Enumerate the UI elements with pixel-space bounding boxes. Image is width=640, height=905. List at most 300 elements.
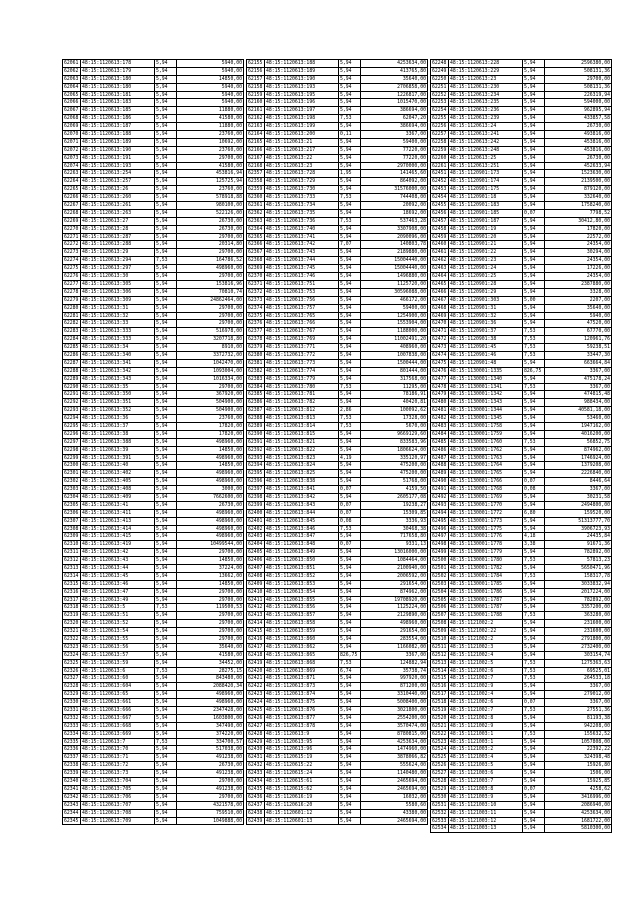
amount-value: 1093004,00 — [177, 368, 244, 375]
cadastral-number: 48:15:1120613:230 — [449, 84, 523, 91]
rate-value: 5,94 — [339, 234, 361, 241]
parcel-number: 62403 — [247, 533, 265, 540]
rate-value: 5,94 — [155, 115, 177, 122]
amount-value: 291654,00 — [361, 628, 428, 635]
parcel-number: 62506 — [431, 604, 449, 611]
amount-value: 1015470,00 — [361, 99, 428, 106]
rate-value: 5,94 — [155, 178, 177, 185]
cadastral-number: 48:15:1120613:845 — [265, 518, 339, 525]
parcel-number: 62417 — [247, 644, 265, 651]
parcel-number: 62432 — [247, 762, 265, 769]
cadastral-number: 48:15:1120613:813 — [265, 415, 339, 422]
cadastral-number: 48:15:1120613:229 — [449, 68, 523, 75]
parcel-number: 62292 — [63, 399, 81, 406]
table-row — [247, 652, 428, 660]
rate-value: 5,94 — [523, 628, 545, 635]
amount-value: 35640,00 — [177, 644, 244, 651]
table-row — [63, 652, 244, 660]
rate-value: 5,94 — [523, 313, 545, 320]
cadastral-number: 48:15:1120613:661 — [81, 699, 155, 706]
table-row — [63, 84, 244, 92]
table-row — [247, 462, 428, 470]
table-row — [247, 786, 428, 794]
rate-value: 5,94 — [523, 376, 545, 383]
parcel-number: 62168 — [247, 163, 265, 170]
cadastral-number: 48:15:1120613:21 — [265, 139, 339, 146]
rate-value: 5,94 — [339, 123, 361, 130]
table-row — [247, 620, 428, 628]
amount-value: 3367,00 — [545, 683, 612, 690]
table-row — [247, 683, 428, 691]
amount-value: 317568,00 — [361, 376, 428, 383]
table-row — [431, 328, 612, 336]
amount-value: 11880,00 — [177, 107, 244, 114]
parcel-number: 62418 — [247, 652, 265, 659]
rate-value: 5,94 — [155, 107, 177, 114]
parcel-number: 62531 — [431, 802, 449, 809]
rate-value: 5,94 — [523, 265, 545, 272]
cadastral-number: 48:15:1121002:8 — [449, 715, 523, 722]
amount-value: 226319,94 — [545, 92, 612, 99]
parcel-number: 62466 — [431, 289, 449, 296]
cadastral-number: 48:15:1120613:22 — [265, 155, 339, 162]
parcel-number: 62379 — [247, 344, 265, 351]
amount-value: 20092,00 — [361, 202, 428, 209]
rate-value: 5,94 — [523, 644, 545, 651]
rate-value: 5,94 — [339, 439, 361, 446]
rate-value: 5,94 — [523, 723, 545, 730]
parcel-number: 62518 — [431, 699, 449, 706]
rate-value: 5,94 — [339, 431, 361, 438]
rate-value: 5,94 — [339, 376, 361, 383]
cadastral-number: 48:15:1120613:248 — [449, 147, 523, 154]
amount-value: 2554200,00 — [361, 715, 428, 722]
cadastral-number: 48:15:1120613:190 — [265, 76, 339, 83]
rate-value: 3,38 — [523, 541, 545, 548]
amount-value: 29700,00 — [177, 597, 244, 604]
cadastral-number: 48:15:1130001:1341 — [449, 384, 523, 391]
cadastral-number: 48:15:1120613:877 — [265, 715, 339, 722]
parcel-number: 62399 — [247, 502, 265, 509]
rate-value: 5,94 — [523, 257, 545, 264]
amount-value: 8780815,00 — [361, 731, 428, 738]
amount-value: 24354,00 — [545, 257, 612, 264]
table-row — [247, 328, 428, 336]
amount-value: 141465,60 — [361, 170, 428, 177]
amount-value: 283554,00 — [361, 636, 428, 643]
parcel-number: 62331 — [63, 707, 81, 714]
rate-value: 5,94 — [523, 770, 545, 777]
table-row — [63, 123, 244, 131]
amount-value: 335120,97 — [361, 455, 428, 462]
parcel-number: 62306 — [63, 510, 81, 517]
amount-value: 29700,00 — [177, 794, 244, 801]
parcel-number: 62302 — [63, 478, 81, 485]
rate-value: 5,94 — [339, 139, 361, 146]
rate-value: 5,94 — [523, 186, 545, 193]
parcel-number: 62261 — [431, 163, 449, 170]
parcel-number: 62480 — [431, 399, 449, 406]
cadastral-number: 48:15:1130001:1764 — [449, 462, 523, 469]
table-row — [431, 565, 612, 573]
cadastral-number: 48:15:1130001:1779 — [449, 549, 523, 556]
table-row — [63, 352, 244, 360]
amount-value: 5008400,00 — [361, 699, 428, 706]
table-row — [63, 715, 244, 723]
table-row — [63, 163, 244, 171]
table-row — [431, 818, 612, 826]
rate-value: 7,53 — [523, 675, 545, 682]
amount-value: 475200,00 — [361, 462, 428, 469]
cadastral-number: 48:15:1120901:175 — [449, 186, 523, 193]
table-row — [247, 368, 428, 376]
rate-value: 5,94 — [155, 731, 177, 738]
amount-value: 47520,00 — [545, 320, 612, 327]
amount-value: 153816,96 — [177, 281, 244, 288]
parcel-number: 62317 — [63, 597, 81, 604]
parcel-number: 62472 — [431, 336, 449, 343]
table-row — [247, 818, 428, 826]
rate-value: 5,94 — [155, 786, 177, 793]
rate-value: 7,53 — [155, 604, 177, 611]
cadastral-number: 48:15:1120613:391 — [81, 455, 155, 462]
amount-value: 40581,18,00 — [545, 407, 612, 414]
rate-value: 5,94 — [155, 746, 177, 753]
table-row — [247, 76, 428, 84]
parcel-number: 62335 — [63, 739, 81, 746]
rate-value: 826,75 — [339, 652, 361, 659]
amount-value: 23760,00 — [177, 131, 244, 138]
rate-value: 5,94 — [155, 210, 177, 217]
rate-value: 5,94 — [155, 810, 177, 817]
parcel-number: 62521 — [431, 723, 449, 730]
rate-value: 5,94 — [339, 344, 361, 351]
cadastral-number: 48:15:1120613:666 — [81, 707, 155, 714]
cadastral-number: 48:15:1121002:4 — [449, 652, 523, 659]
amount-value: 2465694,00 — [361, 786, 428, 793]
rate-value: 5,94 — [339, 84, 361, 91]
amount-value: 1125720,00 — [361, 281, 428, 288]
rate-value: 0,07 — [523, 478, 545, 485]
rate-value: 5,94 — [155, 431, 177, 438]
amount-value: 10692,00 — [177, 139, 244, 146]
table-row — [247, 723, 428, 731]
rate-value: 5,94 — [339, 581, 361, 588]
rate-value: 0,08 — [339, 518, 361, 525]
parcel-number: 62312 — [63, 557, 81, 564]
cadastral-number: 48:15:1120613:405 — [81, 478, 155, 485]
parcel-number: 62315 — [63, 581, 81, 588]
cadastral-number: 48:15:1120613:822 — [265, 447, 339, 454]
amount-value: 4258,62 — [545, 786, 612, 793]
cadastral-number: 48:15:1120901:25 — [449, 273, 523, 280]
parcel-number: 62424 — [247, 699, 265, 706]
cadastral-number: 48:15:1120613:35 — [81, 384, 155, 391]
parcel-number: 62260 — [431, 155, 449, 162]
amount-value: 29700,00 — [177, 273, 244, 280]
parcel-number: 62333 — [63, 723, 81, 730]
cadastral-number: 48:15:1120613:235 — [449, 99, 523, 106]
rate-value: 5,94 — [155, 84, 177, 91]
rate-value: 5,94 — [155, 415, 177, 422]
rate-value: 5,94 — [339, 478, 361, 485]
table-row — [247, 194, 428, 202]
parcel-number: 62505 — [431, 597, 449, 604]
amount-value: 3357200,00 — [545, 604, 612, 611]
table-row — [63, 794, 244, 802]
table-row — [63, 155, 244, 163]
rate-value: 5,94 — [155, 170, 177, 177]
table-row — [247, 604, 428, 612]
table-row — [63, 762, 244, 770]
amount-value: 491238,00 — [177, 786, 244, 793]
table-row — [431, 210, 612, 218]
table-row — [247, 715, 428, 723]
table-row — [247, 281, 428, 289]
rate-value: 7,53 — [523, 439, 545, 446]
rate-value: 5,94 — [523, 652, 545, 659]
parcel-number: 62507 — [431, 612, 449, 619]
parcel-number: 62427 — [247, 723, 265, 730]
cadastral-number: 48:15:1120613:730 — [265, 186, 339, 193]
table-row — [247, 115, 428, 123]
amount-value: 19238,27 — [361, 502, 428, 509]
amount-value: 498960,00 — [177, 526, 244, 533]
rate-value: 7,53 — [523, 344, 545, 351]
rate-value: 5,94 — [523, 305, 545, 312]
rate-value: 5,94 — [523, 746, 545, 753]
amount-value: 14850,00 — [177, 462, 244, 469]
cadastral-number: 48:15:1120613:185 — [81, 107, 155, 114]
cadastral-number: 48:15:1120613:351 — [81, 399, 155, 406]
cadastral-number: 48:15:1120613:60 — [81, 675, 155, 682]
parcel-number: 62528 — [431, 778, 449, 785]
amount-value: 125725,94 — [177, 178, 244, 185]
rate-value: 5,94 — [155, 557, 177, 564]
table-row — [431, 810, 612, 818]
rate-value: 5,94 — [339, 754, 361, 761]
rate-value: 5,94 — [523, 778, 545, 785]
rate-value: 7,53 — [523, 668, 545, 675]
rate-value: 5,94 — [523, 99, 545, 106]
amount-value: 1042470,00 — [177, 360, 244, 367]
cadastral-number: 48:15:1120613:350 — [81, 391, 155, 398]
amount-value: 475178,24 — [545, 376, 612, 383]
parcel-number: 62386 — [247, 399, 265, 406]
rate-value: 5,94 — [339, 470, 361, 477]
parcel-number: 62276 — [63, 273, 81, 280]
cadastral-number: 48:15:1121002:22 — [449, 628, 523, 635]
amount-value: 26730,00 — [545, 155, 612, 162]
rate-value: 0,07 — [339, 502, 361, 509]
rate-value: 5,94 — [155, 226, 177, 233]
parcel-number: 62157 — [247, 76, 265, 83]
table-row — [431, 668, 612, 676]
rate-value: 5,94 — [155, 131, 177, 138]
parcel-number: 62517 — [431, 691, 449, 698]
table-row — [247, 305, 428, 313]
cadastral-number: 48:15:1120613:199 — [265, 123, 339, 130]
rate-value: 5,94 — [523, 84, 545, 91]
rate-value: 6,80 — [523, 510, 545, 517]
table-row — [247, 210, 428, 218]
table-row — [63, 731, 244, 739]
table-row — [63, 620, 244, 628]
cadastral-number: 48:15:1120613:852 — [265, 573, 339, 580]
rate-value: 5,94 — [155, 660, 177, 667]
table-row — [63, 344, 244, 352]
amount-value: 140803,78 — [361, 241, 428, 248]
table-row — [431, 455, 612, 463]
parcel-number: 62254 — [431, 107, 449, 114]
rate-value: 5,94 — [155, 518, 177, 525]
amount-value: 62047,20 — [361, 115, 428, 122]
amount-value: 19708920,00 — [361, 597, 428, 604]
cadastral-number: 48:15:1120613:736 — [265, 218, 339, 225]
rate-value: 5,94 — [155, 202, 177, 209]
cadastral-number: 48:15:1120615:19 — [265, 754, 339, 761]
parcel-number: 62422 — [247, 683, 265, 690]
parcel-number: 62376 — [247, 320, 265, 327]
cadastral-number: 48:15:1130001:1785 — [449, 581, 523, 588]
table-row — [63, 691, 244, 699]
cadastral-number: 48:15:1120613:873 — [265, 683, 339, 690]
rate-value: 5,94 — [523, 139, 545, 146]
table-row — [63, 612, 244, 620]
parcel-number: 62265 — [63, 186, 81, 193]
table-row — [431, 368, 612, 376]
cadastral-number: 48:15:1120613:189 — [265, 68, 339, 75]
rate-value: 5,94 — [155, 581, 177, 588]
table-row — [431, 707, 612, 715]
rate-value: 5,94 — [339, 155, 361, 162]
table-row — [431, 746, 612, 754]
amount-value: 498960,00 — [177, 455, 244, 462]
amount-value: 3336,93 — [361, 518, 428, 525]
rate-value: 5,94 — [339, 289, 361, 296]
cadastral-number: 48:15:1120613:743 — [265, 249, 339, 256]
table-row — [247, 107, 428, 115]
amount-value: 324398,48 — [545, 754, 612, 761]
table-row — [431, 241, 612, 249]
cadastral-number: 48:15:1120613:57 — [81, 652, 155, 659]
amount-value: 1603800,00 — [177, 715, 244, 722]
rate-value: 5,94 — [523, 794, 545, 801]
parcel-number: 62501 — [431, 565, 449, 572]
table-row — [247, 470, 428, 478]
parcel-number: 62452 — [431, 178, 449, 185]
cadastral-number: 48:15:1120613:254 — [81, 170, 155, 177]
cadastral-number: 48:15:1120613:49 — [81, 597, 155, 604]
parcel-number: 62282 — [63, 320, 81, 327]
rate-value: 5,94 — [339, 68, 361, 75]
parcel-number: 62268 — [63, 210, 81, 217]
cadastral-number: 48:15:1120613:46 — [81, 581, 155, 588]
cadastral-number: 48:15:1120613:191 — [81, 155, 155, 162]
cadastral-number: 48:15:1120613:772 — [265, 352, 339, 359]
amount-value: 942208,00 — [545, 723, 612, 730]
table-row — [63, 604, 244, 612]
cadastral-number: 48:15:1121003:10 — [449, 802, 523, 809]
rate-value: 7,53 — [155, 739, 177, 746]
parcel-number: 62526 — [431, 762, 449, 769]
rate-value: 5,94 — [155, 163, 177, 170]
cadastral-number: 48:15:1120613:228 — [449, 60, 523, 67]
table-row — [431, 352, 612, 360]
rate-value: 5,94 — [523, 604, 545, 611]
table-row — [247, 810, 428, 818]
cadastral-number: 48:15:1120616:19 — [265, 794, 339, 801]
amount-value: 5650471,96 — [545, 565, 612, 572]
amount-value: 119500,53 — [177, 604, 244, 611]
amount-value: 264533,18 — [545, 675, 612, 682]
rate-value: 7,53 — [339, 115, 361, 122]
amount-value: 3207718,80 — [177, 336, 244, 343]
table-row — [63, 391, 244, 399]
cadastral-number: 48:15:1120601:12 — [265, 810, 339, 817]
amount-value: 1254900,00 — [361, 313, 428, 320]
cadastral-number: 48:15:1120613:871 — [265, 675, 339, 682]
rate-value: 5,94 — [523, 691, 545, 698]
rate-value: 5,94 — [523, 163, 545, 170]
cadastral-number: 48:15:1120613:413 — [81, 518, 155, 525]
parcel-number: 62508 — [431, 620, 449, 627]
table-row — [247, 675, 428, 683]
cadastral-number: 48:15:1130001:1773 — [449, 518, 523, 525]
amount-value: 1474960,00 — [361, 746, 428, 753]
amount-value: 5580,60 — [361, 802, 428, 809]
table-row — [247, 391, 428, 399]
cadastral-number: 48:15:1120613:72 — [81, 762, 155, 769]
amount-value: 14850,00 — [177, 581, 244, 588]
table-row — [247, 794, 428, 802]
rate-value: 5,94 — [155, 305, 177, 312]
cadastral-number: 48:15:1120613:857 — [265, 612, 339, 619]
cadastral-number: 48:15:1120613:181 — [81, 92, 155, 99]
cadastral-number: 48:15:1120615:22 — [265, 762, 339, 769]
parcel-number: 62529 — [431, 786, 449, 793]
table-row — [63, 131, 244, 139]
parcel-number: 62310 — [63, 541, 81, 548]
cadastral-number: 48:15:1120901:48 — [449, 360, 523, 367]
amount-value: 1275363,63 — [545, 660, 612, 667]
cadastral-number: 48:15:1120613:197 — [265, 107, 339, 114]
cadastral-number: 48:15:1120613:42 — [81, 549, 155, 556]
cadastral-number: 48:15:1120613:855 — [265, 597, 339, 604]
amount-value: 43380,00 — [361, 810, 428, 817]
parcel-number: 62256 — [431, 123, 449, 130]
rate-value: 0,07 — [523, 786, 545, 793]
cadastral-number: 48:15:1130001:1344 — [449, 407, 523, 414]
amount-value: 27551,36 — [545, 707, 612, 714]
table-row — [63, 170, 244, 178]
parcel-number: 62263 — [63, 170, 81, 177]
rate-value: 5,94 — [155, 754, 177, 761]
table-row — [431, 604, 612, 612]
amount-value: 3367,00 — [545, 384, 612, 391]
rate-value: 5,94 — [155, 218, 177, 225]
amount-value: 7798,52 — [545, 210, 612, 217]
parcel-number: 62366 — [247, 241, 265, 248]
rate-value: 5,94 — [155, 352, 177, 359]
amount-value: 41580,00 — [177, 652, 244, 659]
parcel-number: 62530 — [431, 794, 449, 801]
amount-value: 782892,00 — [545, 597, 612, 604]
amount-value: 491238,00 — [177, 754, 244, 761]
parcel-number: 62413 — [247, 612, 265, 619]
amount-value: 864092,00 — [361, 178, 428, 185]
cadastral-number: 48:15:1120613:200 — [265, 131, 339, 138]
